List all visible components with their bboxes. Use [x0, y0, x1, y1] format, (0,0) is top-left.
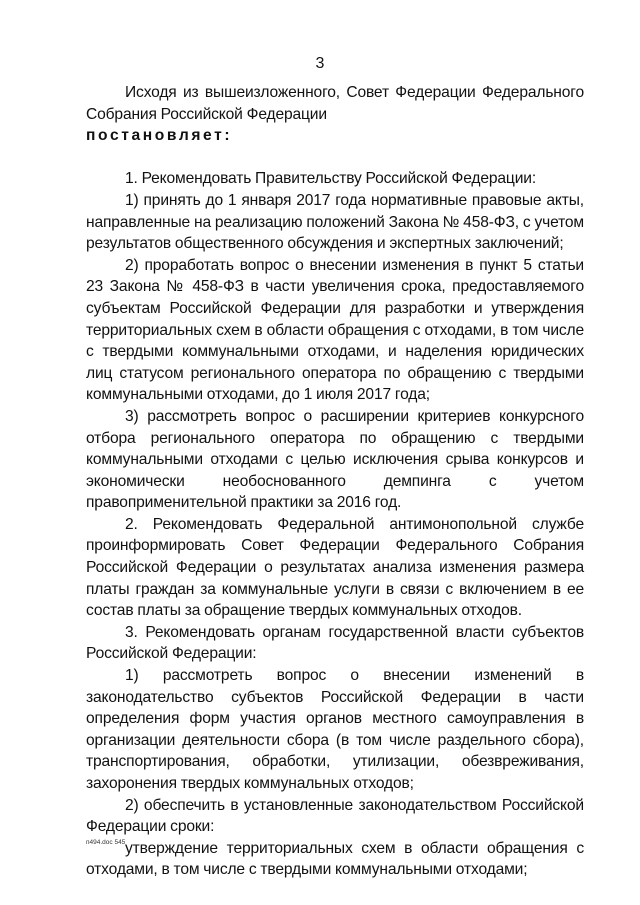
file-footer: п494.doc 545	[86, 839, 126, 846]
paragraph-item-2: 2. Рекомендовать Федеральной антимонопольной службе проинформировать Совет Федерации Федерального Собрания Российской Федерации о результатах анализа изменения размера платы граждан за коммунальные услуги в связи с включением в ее состав платы за обращение твердых коммунальных отходов.	[86, 515, 584, 620]
paragraph-item-1-3: 3) рассмотреть вопрос о расширении критериев конкурсного отбора регионального оператора по обращению с твердыми коммунальными отходами с целью исключения срыва конкурсов и экономически необоснованного демпинга с учетом правоприменительной практики за 2016 год.	[86, 407, 584, 512]
paragraph-item-1-1: 1) принять до 1 января 2017 года нормативные правовые акты, направленные на реализацию положений Закона № 458-ФЗ, с учетом результатов общественного обсуждения и экспертных заключений;	[86, 191, 584, 253]
paragraph-item-3-2-a: утверждение территориальных схем в области обращения с отходами, в том числе с твердыми коммунальными отходами;	[86, 839, 584, 879]
paragraph-item-3-1: 1) рассмотреть вопрос о внесении изменений в законодательство субъектов Российской Федерации в части определения форм участия органов местного самоуправления в организации деятельности сбора (в том числе раздельного сбора), транспортирования, обработки, утилизации, обезвреживания, захоронения твердых коммунальных отходов;	[86, 667, 584, 792]
paragraph-item-3-2: 2) обеспечить в установленные законодательством Российской Федерации сроки:	[86, 796, 584, 836]
paragraph-item-1-2: 2) проработать вопрос о внесении изменения в пункт 5 статьи 23 Закона № 458-ФЗ в части увеличения срока, предоставляемого субъектам Российской Федерации для разработки и утверждения территориальных схем в области обращения с отходами, в том числе с твердыми коммунальными отходами, и наделения юридических лиц статусом регионального оператора по обращению с твердыми коммунальными отходами, до 1 июля 2017 года;	[86, 256, 584, 404]
paragraph-item-1: 1. Рекомендовать Правительству Российской Федерации:	[125, 170, 537, 188]
page-number: 3	[315, 55, 325, 72]
paragraph-item-3: 3. Рекомендовать органам государственной власти субъектов Российской Федерации:	[86, 623, 584, 663]
intro-paragraph	[86, 82, 584, 147]
document-body	[86, 82, 584, 881]
decree-word: постановляет:	[86, 127, 233, 145]
intro-text: Исходя из вышеизложенного, Совет Федерации Федерального Собрания Российской Федерации	[86, 84, 584, 123]
